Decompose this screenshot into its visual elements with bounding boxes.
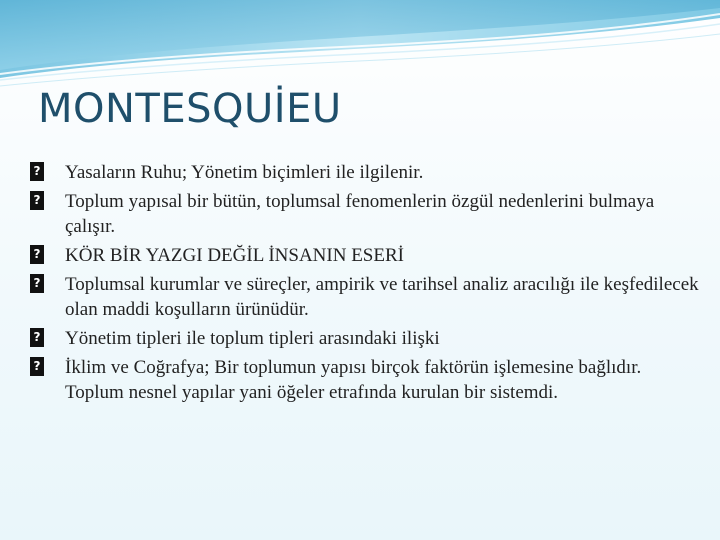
bullet-item (30, 272, 700, 322)
bullet-text: Toplumsal kurumlar ve süreçler, ampirik ve tarihsel analiz aracılığı ile keşfedilecek olan maddi koşulların ürünüdür. (65, 274, 699, 320)
decorative-wave-banner (0, 0, 720, 90)
bullet-text: Yasaların Ruhu; Yönetim biçimleri ile ilgilenir. (65, 162, 424, 183)
missing-glyph-icon: ? (30, 357, 44, 376)
bullet-item (30, 160, 700, 185)
missing-glyph-icon: ? (30, 191, 44, 210)
bullet-item (30, 326, 700, 351)
bullet-item (30, 243, 700, 268)
missing-glyph-icon: ? (30, 328, 44, 347)
slide-title: MONTESQUİEU (38, 86, 342, 132)
bullet-text: Toplum yapısal bir bütün, toplumsal fenomenlerin özgül nedenlerini bulmaya çalışır. (65, 191, 655, 237)
missing-glyph-icon: ? (30, 245, 44, 264)
bullet-list (30, 160, 700, 409)
bullet-text: İklim ve Coğrafya; Bir toplumun yapısı birçok faktörün işlemesine bağlıdır. Toplum nesnel yapılar yani öğeler etrafında kurulan bir sistemdi. (65, 357, 642, 403)
bullet-text: KÖR BİR YAZGI DEĞİL İNSANIN ESERİ (65, 245, 404, 266)
bullet-text: Yönetim tipleri ile toplum tipleri arasındaki ilişki (65, 328, 440, 349)
bullet-item (30, 189, 700, 239)
missing-glyph-icon: ? (30, 162, 44, 181)
bullet-item (30, 355, 700, 405)
missing-glyph-icon: ? (30, 274, 44, 293)
